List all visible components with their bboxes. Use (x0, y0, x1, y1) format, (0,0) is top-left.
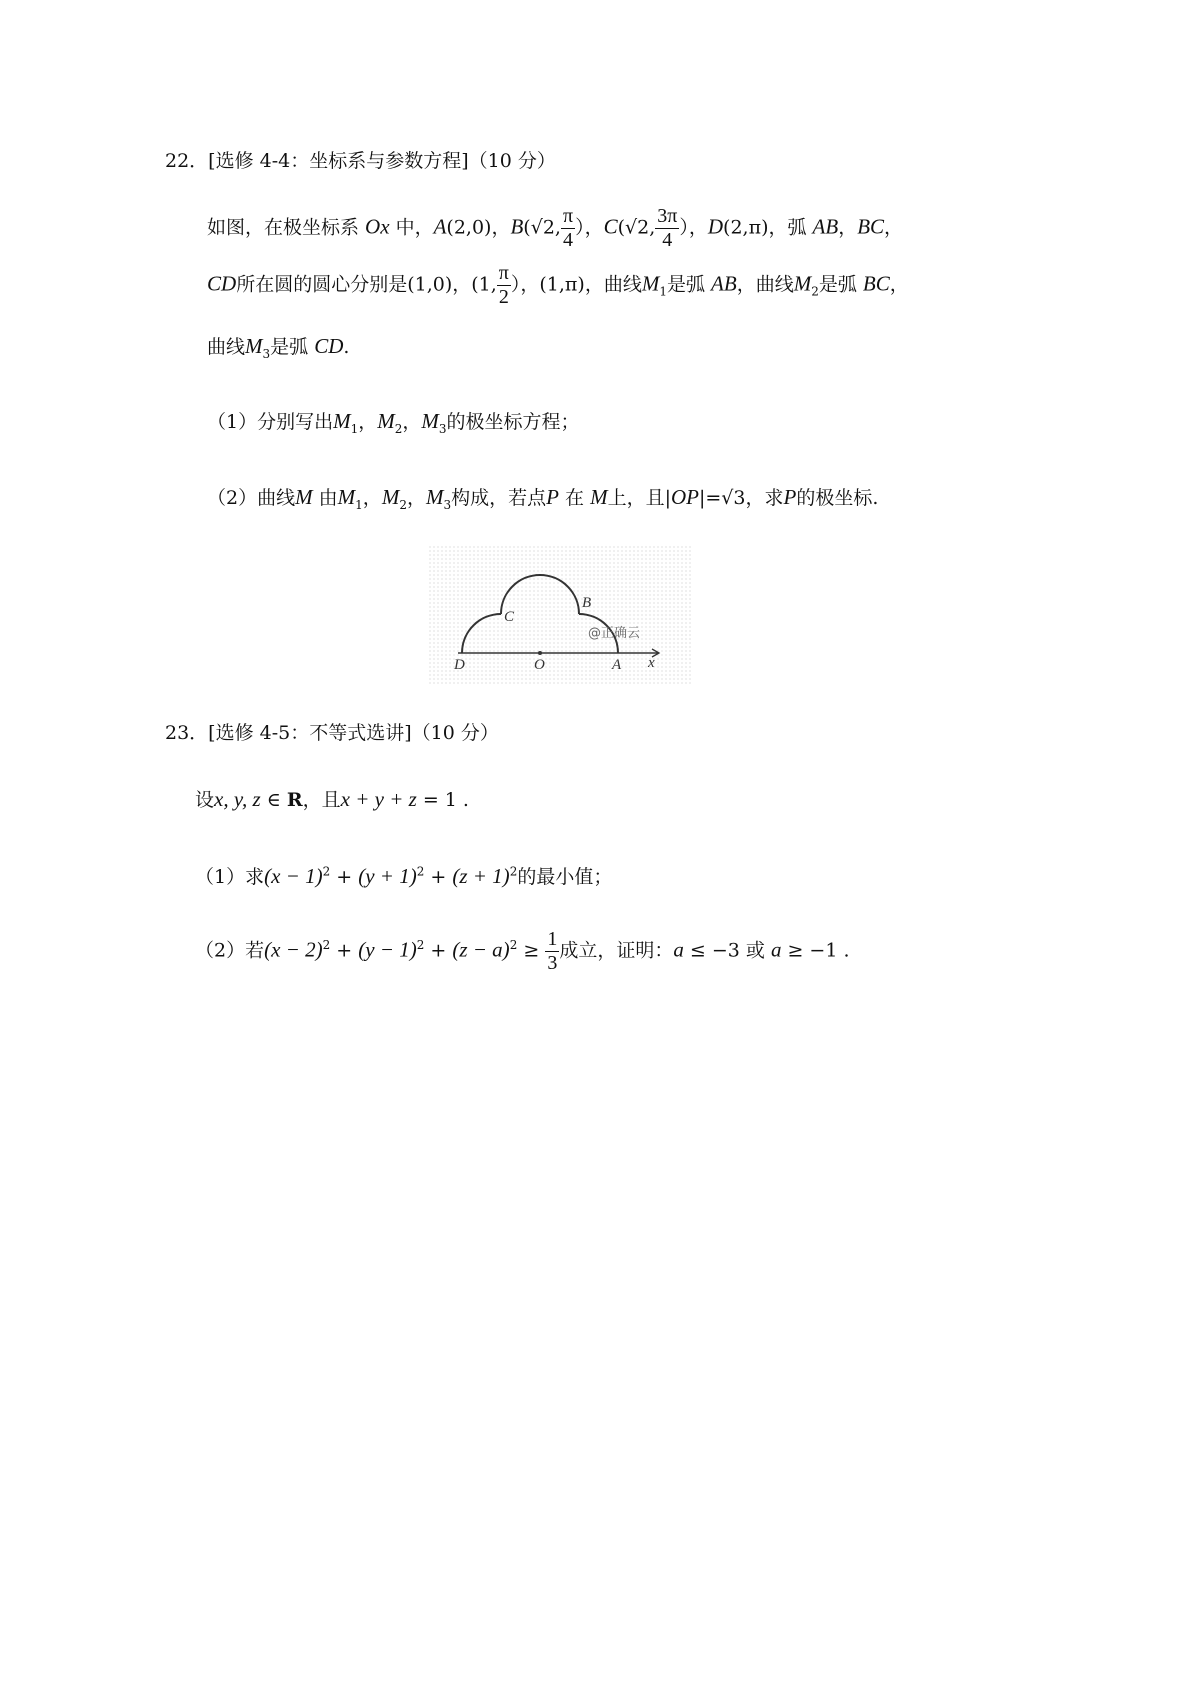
text-segment: M (425, 485, 444, 509)
text-segment: (y + 1) (358, 864, 417, 888)
text-segment: 是弧 (270, 336, 315, 358)
text-segment: M (590, 485, 608, 509)
q22-statement-line1 (207, 205, 903, 252)
text-segment: M (295, 485, 313, 509)
text-segment: 3 (443, 497, 452, 512)
text-segment: (√2, (523, 216, 561, 239)
text-segment: ， (884, 216, 904, 239)
q23-part2 (195, 928, 850, 975)
text-segment: P (546, 485, 559, 509)
text-segment: ）， (679, 216, 708, 239)
text-segment: 3π (657, 205, 678, 227)
text-segment: π (562, 205, 574, 227)
q22-statement-line3 (207, 332, 349, 361)
text-segment: . (343, 336, 350, 358)
text-segment: R (286, 789, 303, 811)
text-segment: 上，且| (607, 487, 671, 509)
text-segment: 的极坐标方程； (446, 411, 580, 433)
text-segment: |= (698, 487, 722, 509)
arc-cd (462, 614, 501, 653)
label-c: C (504, 609, 515, 625)
text-segment: 4 (563, 229, 573, 251)
text-segment: 2 (322, 938, 331, 953)
text-segment: 的极坐标. (796, 487, 879, 509)
figure-svg (428, 545, 692, 685)
text-segment: 2 (416, 938, 425, 953)
text-segment: （1）求 (195, 866, 265, 888)
text-segment: M (381, 485, 400, 509)
text-segment: π (498, 262, 509, 284)
text-segment: (x − 2) (264, 937, 323, 962)
text-segment: M (337, 485, 356, 509)
q23-part1 (195, 862, 612, 889)
text-segment: 成立，证明： (559, 939, 674, 962)
text-segment: + (330, 939, 359, 962)
text-segment: Ox (365, 214, 390, 239)
text-segment: + (330, 866, 359, 888)
text-segment: （2）若 (195, 939, 265, 962)
text-segment: 2 (322, 864, 331, 879)
text-segment: ， (838, 216, 858, 239)
text-segment: M (641, 271, 660, 296)
q23-statement (195, 785, 469, 812)
text-segment: 1 (350, 421, 359, 436)
text-segment: ≥ (517, 939, 546, 962)
label-a: A (612, 657, 622, 673)
text-segment: ， (402, 411, 422, 433)
text-segment: ， (358, 411, 378, 433)
q22-part1 (207, 407, 580, 436)
text-segment: 3 (438, 421, 447, 436)
text-segment: = 1 . (416, 789, 469, 811)
text-segment: a (770, 937, 782, 962)
text-segment: ），(1,π)，曲线 (510, 273, 642, 296)
text-segment: 是弧 (666, 273, 712, 296)
text-segment: ，求 (745, 487, 784, 509)
text-segment: M (333, 409, 351, 433)
text-segment: AB (711, 271, 737, 296)
text-segment: C (603, 214, 618, 239)
text-segment: D (707, 214, 724, 239)
q22-statement-line2 (207, 262, 909, 309)
text-segment: 曲线 (207, 336, 246, 358)
text-segment: CD (207, 271, 237, 296)
text-segment: 是弧 (818, 273, 863, 296)
text-segment: 构成，若点 (451, 487, 547, 509)
text-segment: 1 (547, 928, 558, 950)
text-segment: 1 (659, 284, 667, 299)
text-segment: ， (406, 487, 426, 509)
text-segment: ∈ (260, 789, 287, 811)
text-segment: (z − a) (452, 937, 510, 962)
text-segment: 3 (547, 952, 558, 974)
q22-heading: 22．[选修 4-4：坐标系与参数方程]（10 分） (165, 150, 556, 172)
text-segment: M (245, 334, 263, 358)
text-segment: 2 (509, 938, 518, 953)
text-segment: ，且 (302, 789, 341, 811)
text-segment: x, y, z (214, 787, 261, 811)
text-segment: (2,0)， (446, 216, 511, 239)
label-o: O (534, 657, 545, 673)
text-segment: x + y + z (340, 787, 417, 811)
text-segment: AB (812, 214, 839, 239)
text-segment: 2 (509, 864, 518, 879)
text-segment: 2 (394, 421, 403, 436)
text-segment: 2 (498, 286, 509, 308)
text-segment: B (510, 214, 524, 239)
text-segment: A (433, 214, 447, 239)
text-segment: P (783, 485, 797, 509)
text-segment: (z + 1) (452, 864, 510, 888)
text-segment: 如图，在极坐标系 (207, 216, 366, 239)
text-segment: √3 (721, 487, 746, 509)
q23-heading: 23．[选修 4-5：不等式选讲]（10 分） (165, 722, 499, 744)
text-segment: 2 (811, 284, 819, 299)
text-segment: (y − 1) (358, 937, 417, 962)
polar-curve-figure (428, 545, 692, 685)
label-x: x (648, 655, 655, 671)
text-segment: ≤ −3 或 (683, 939, 771, 962)
text-segment: （2）曲线 (207, 487, 296, 509)
text-segment: 4 (662, 229, 673, 251)
q22-part2 (207, 483, 878, 512)
text-segment: BC (857, 214, 885, 239)
text-segment: M (377, 409, 395, 433)
text-segment: + (424, 939, 453, 962)
watermark: @正确云 (588, 626, 641, 641)
text-segment: ，曲线 (736, 273, 794, 296)
text-segment: (x − 1) (264, 864, 323, 888)
text-segment: OP (670, 485, 699, 509)
origin-point (538, 651, 542, 655)
text-segment: (√2, (617, 216, 656, 239)
text-segment: M (421, 409, 439, 433)
text-segment: ≥ −1 . (781, 939, 850, 962)
text-segment: ， (362, 487, 382, 509)
text-segment: M (793, 271, 812, 296)
text-segment: 中， (389, 216, 434, 239)
text-segment: + (424, 866, 453, 888)
text-segment: CD (314, 334, 344, 358)
text-segment: 1 (355, 497, 363, 512)
text-segment: ）， (575, 216, 604, 239)
text-segment: 的最小值； (517, 866, 613, 888)
text-segment: 在 (565, 487, 585, 509)
label-b: B (582, 595, 592, 611)
text-segment: (2,π)，弧 (723, 216, 813, 239)
text-segment: 3 (262, 346, 271, 361)
text-segment: 2 (399, 497, 407, 512)
text-segment: a (673, 937, 684, 962)
text-segment: 由 (318, 487, 338, 509)
text-segment: 所在圆的圆心分别是(1,0)，(1, (236, 273, 497, 296)
text-segment: BC (862, 271, 890, 296)
text-segment: 设 (195, 789, 215, 811)
text-segment: 2 (416, 864, 425, 879)
text-segment: ， (889, 273, 909, 296)
label-d: D (454, 657, 465, 673)
text-segment: （1）分别写出 (207, 411, 334, 433)
